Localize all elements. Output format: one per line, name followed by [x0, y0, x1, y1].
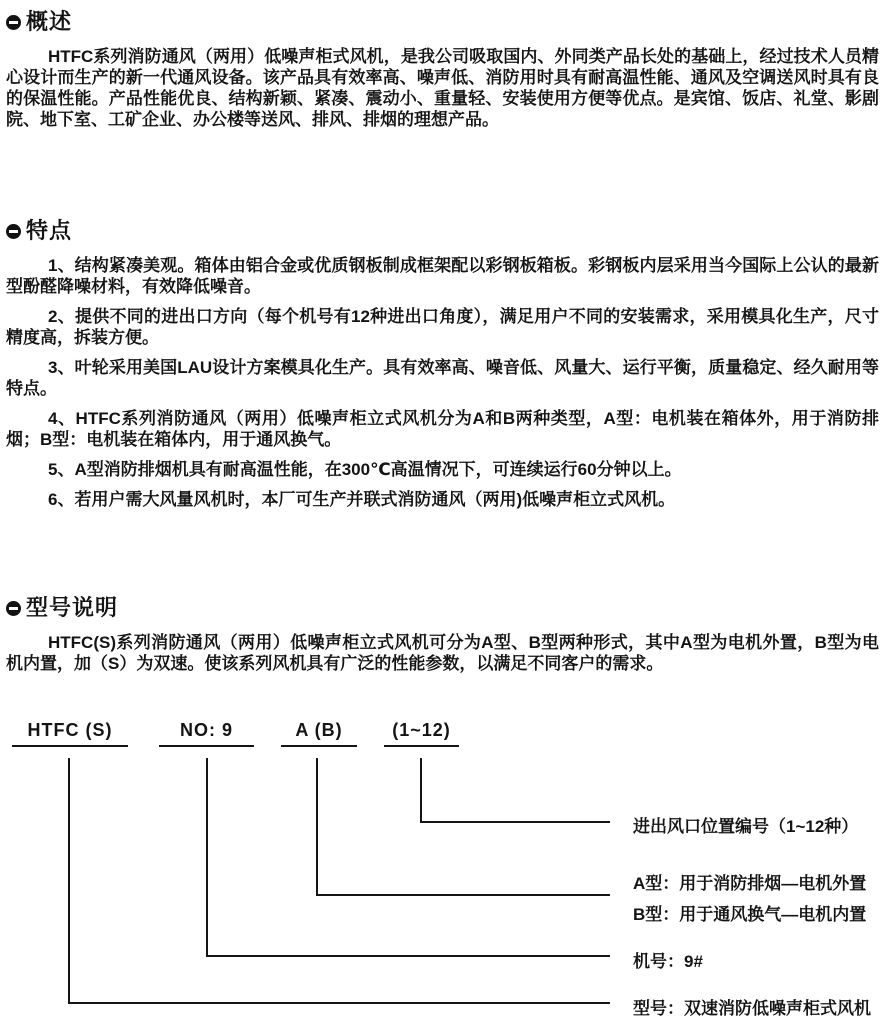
features-title: 特点 — [26, 218, 73, 243]
model-segment-size-label: NO: 9 — [179, 720, 233, 740]
model-paragraph: HTFC(S)系列消防通风（两用）低噪声柜立式风机可分为A型、B型两种形式，其中A型为电机外置，B型为电机内置，加（S）为双速。使该系列风机具有广泛的性能参数，以满足不同客户的需求。 — [6, 633, 879, 673]
feature-item: 5、A型消防排烟机具有耐高温性能，在300℃高温情况下，可连续运行60分钟以上。 — [48, 460, 682, 479]
section-bullet-icon — [6, 601, 21, 616]
model-segment-type-label: A (B) — [295, 720, 343, 740]
callout-outlet-position: 进出风口位置编号（1~12种） — [633, 817, 859, 836]
feature-item: 3、叶轮采用美国LAU设计方案模具化生产。具有效率高、噪音低、风量大、运行平衡，质量稳定、经久耐用等特点。 — [6, 358, 879, 398]
model-segment-outlet — [384, 720, 459, 747]
feature-item: 2、提供不同的进出口方向（每个机号有12种进出口角度），满足用户不同的安装需求，采用模具化生产，尺寸精度高，拆装方便。 — [6, 307, 879, 347]
section-bullet-icon — [6, 224, 21, 239]
connector-lines-graphic — [0, 700, 885, 1026]
callout-type-b: B型：用于通风换气—电机内置 — [633, 905, 867, 924]
model-code-diagram — [0, 700, 885, 1026]
feature-item: 6、若用户需大风量风机时，本厂可生产并联式消防通风（两用)低噪声柜立式风机。 — [48, 490, 676, 509]
overview-heading — [6, 10, 879, 34]
model-segment-series-label: HTFC (S) — [27, 720, 113, 740]
model-segment-size — [159, 720, 254, 747]
overview-title: 概述 — [26, 9, 73, 34]
features-heading — [6, 219, 879, 243]
section-bullet-icon — [6, 15, 21, 30]
section-features — [0, 219, 885, 519]
callout-size-number: 机号：9# — [633, 952, 703, 971]
overview-paragraph: HTFC系列消防通风（两用）低噪声柜式风机，是我公司吸取国内、外同类产品长处的基础上，经过技术人员精心设计而生产的新一代通风设备。该产品具有效率高、噪声低、消防用时具有耐高温性能、通风及空调送风时具有良的保温性能。产品性能优良、结构新颖、紧凑、震动小、重量轻、安装使用方便等优点。是宾馆、饭店、礼堂、影剧院、地下室、工矿企业、办公楼等送风、排风、排烟的理想产品。 — [6, 47, 879, 129]
model-title: 型号说明 — [26, 595, 119, 620]
feature-item: 4、HTFC系列消防通风（两用）低噪声柜立式风机分为A和B两种类型，A型：电机装在箱体外，用于消防排烟；B型：电机装在箱体内，用于通风换气。 — [6, 409, 879, 449]
model-heading — [6, 596, 879, 620]
callout-model-name: 型号：双速消防低噪声柜式风机 — [633, 999, 871, 1018]
section-overview — [0, 10, 885, 130]
model-segment-outlet-label: (1~12) — [392, 720, 451, 740]
feature-item: 1、结构紧凑美观。箱体由铝合金或优质钢板制成框架配以彩钢板箱板。彩钢板内层采用当今国际上公认的最新型酚醛降噪材料，有效降低噪音。 — [6, 256, 879, 296]
model-segment-type — [281, 720, 357, 747]
section-model — [0, 596, 885, 674]
model-segment-series — [12, 720, 128, 747]
callout-type-a: A型：用于消防排烟—电机外置 — [633, 874, 867, 893]
